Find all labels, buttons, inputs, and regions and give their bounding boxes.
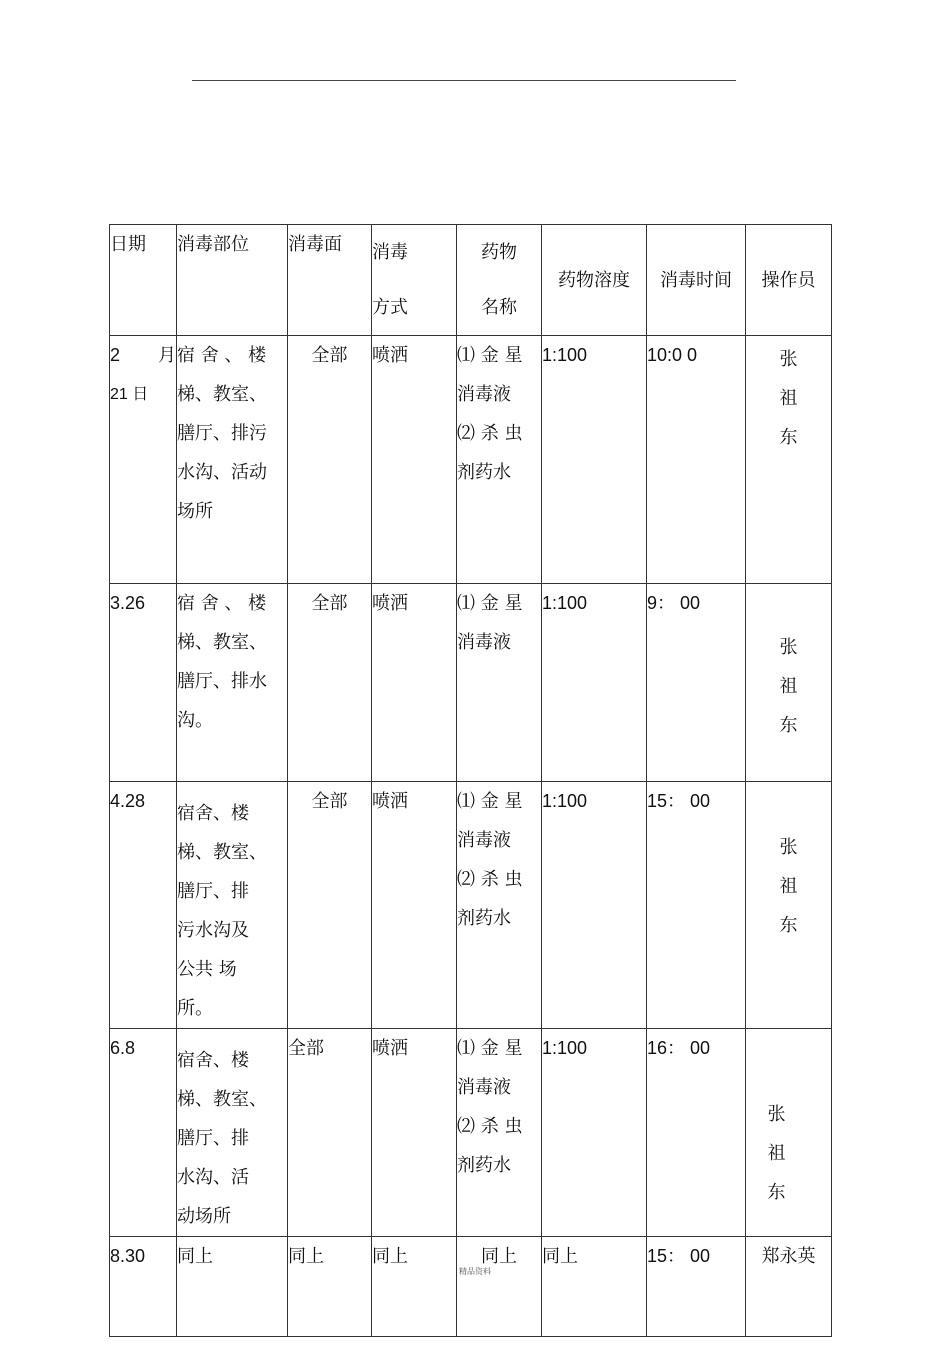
location-line: 沟。: [177, 710, 213, 731]
header-method: [372, 225, 457, 336]
drug-line: ⑵ 杀 虫: [457, 1116, 523, 1137]
location-line: 梯、教室、: [177, 384, 267, 405]
drug-line: ⑴ 金 星: [457, 1038, 523, 1059]
location-cell: [177, 584, 288, 782]
area-cell: 全部: [288, 336, 372, 584]
time-cell: 9： 00: [647, 584, 746, 782]
location-line: 梯、教室、: [177, 842, 267, 863]
drug-line: 消毒液: [457, 1077, 511, 1098]
location-cell: 同上: [177, 1237, 288, 1337]
location-line: 水沟、活: [177, 1167, 249, 1188]
location-line: 污水沟及: [177, 920, 249, 941]
method-cell: 同上: [372, 1237, 457, 1337]
drug-cell: [457, 336, 542, 584]
operator-char: 祖: [767, 1143, 786, 1164]
location-line: 膳厅、排水: [177, 671, 267, 692]
date-cell: 6.8: [110, 1029, 177, 1237]
location-line: 宿 舍 、 楼: [177, 593, 267, 614]
location-line: 梯、教室、: [177, 1089, 267, 1110]
header-area: 消毒面: [288, 225, 372, 336]
operator-cell: [746, 782, 832, 1029]
operator-char: 东: [779, 427, 798, 448]
operator-char: 祖: [779, 388, 798, 409]
operator-cell: 郑永英: [746, 1237, 832, 1337]
operator-cell: [746, 584, 832, 782]
method-cell: 喷洒: [372, 336, 457, 584]
drug-line: 剂药水: [457, 1155, 511, 1176]
location-cell: [177, 1029, 288, 1237]
date-cell: 3.26: [110, 584, 177, 782]
date-cell: 8.30: [110, 1237, 177, 1337]
table-row: [110, 782, 832, 1029]
header-drug: [457, 225, 542, 336]
concentration-cell: 同上: [542, 1237, 647, 1337]
header-location: 消毒部位: [177, 225, 288, 336]
header-drug-line2: 名称: [481, 297, 517, 318]
header-date: 日期: [110, 225, 177, 336]
time-cell: 15： 00: [647, 1237, 746, 1337]
header-concentration: 药物溶度: [542, 225, 647, 336]
header-method-line1: 消毒: [372, 242, 408, 263]
location-line: 宿舍、楼: [177, 803, 249, 824]
time-cell: 10:0 0: [647, 336, 746, 584]
location-line: 所。: [177, 998, 213, 1019]
header-row: [110, 225, 832, 336]
location-line: 宿 舍 、 楼: [177, 345, 267, 366]
location-cell: [177, 782, 288, 1029]
disinfection-log-table: [109, 224, 832, 1337]
method-cell: 喷洒: [372, 782, 457, 1029]
concentration-cell: 1:100: [542, 584, 647, 782]
header-drug-line1: 药物: [481, 242, 517, 263]
table-row: [110, 1237, 832, 1337]
time-cell: 16： 00: [647, 1029, 746, 1237]
location-line: 宿舍、楼: [177, 1050, 249, 1071]
drug-cell: 同上: [457, 1237, 542, 1337]
header-operator: 操作员: [746, 225, 832, 336]
drug-cell: [457, 782, 542, 1029]
location-line: 公共 场: [177, 959, 237, 980]
concentration-cell: 1:100: [542, 336, 647, 584]
location-line: 水沟、活动: [177, 462, 267, 483]
table-row: [110, 584, 832, 782]
location-line: 场所: [177, 501, 213, 522]
operator-char: 张: [767, 1104, 786, 1125]
operator-char: 东: [779, 915, 798, 936]
operator-char: 张: [779, 837, 798, 858]
location-line: 动场所: [177, 1206, 231, 1227]
location-line: 梯、教室、: [177, 632, 267, 653]
operator-char: 张: [779, 637, 798, 658]
table-row: [110, 1029, 832, 1237]
concentration-cell: 1:100: [542, 782, 647, 1029]
date-line: 2 月: [110, 345, 176, 365]
date-cell: 4.28: [110, 782, 177, 1029]
location-line: 膳厅、排: [177, 881, 249, 902]
operator-char: 张: [779, 349, 798, 370]
location-line: 膳厅、排污: [177, 423, 267, 444]
drug-line: 消毒液: [457, 384, 511, 405]
operator-cell: [746, 336, 832, 584]
operator-char: 东: [779, 715, 798, 736]
date-cell: [110, 336, 177, 584]
operator-char: 祖: [779, 876, 798, 897]
operator-cell: [746, 1029, 832, 1237]
drug-line: 剂药水: [457, 908, 511, 929]
drug-line: ⑵ 杀 虫: [457, 869, 523, 890]
drug-line: ⑵ 杀 虫: [457, 423, 523, 444]
drug-line: 消毒液: [457, 830, 511, 851]
drug-line: ⑴ 金 星: [457, 791, 523, 812]
header-time: 消毒时间: [647, 225, 746, 336]
area-cell: 全部: [288, 1029, 372, 1237]
concentration-cell: 1:100: [542, 1029, 647, 1237]
area-cell: 全部: [288, 584, 372, 782]
method-cell: 喷洒: [372, 1029, 457, 1237]
table-row: [110, 336, 832, 584]
drug-line: 剂药水: [457, 462, 511, 483]
top-rule: [192, 80, 736, 81]
location-cell: [177, 336, 288, 584]
operator-char: 祖: [779, 676, 798, 697]
drug-line: 消毒液: [457, 632, 511, 653]
drug-line: ⑴ 金 星: [457, 345, 523, 366]
location-line: 膳厅、排: [177, 1128, 249, 1149]
drug-line: ⑴ 金 星: [457, 593, 523, 614]
area-cell: 同上: [288, 1237, 372, 1337]
drug-cell: [457, 1029, 542, 1237]
drug-cell: [457, 584, 542, 782]
operator-char: 东: [767, 1182, 786, 1203]
time-cell: 15： 00: [647, 782, 746, 1029]
date-line: 21 日: [110, 386, 149, 403]
area-cell: 全部: [288, 782, 372, 1029]
header-method-line2: 方式: [372, 297, 408, 318]
method-cell: 喷洒: [372, 584, 457, 782]
footer-note: 精品资料: [459, 1267, 491, 1276]
